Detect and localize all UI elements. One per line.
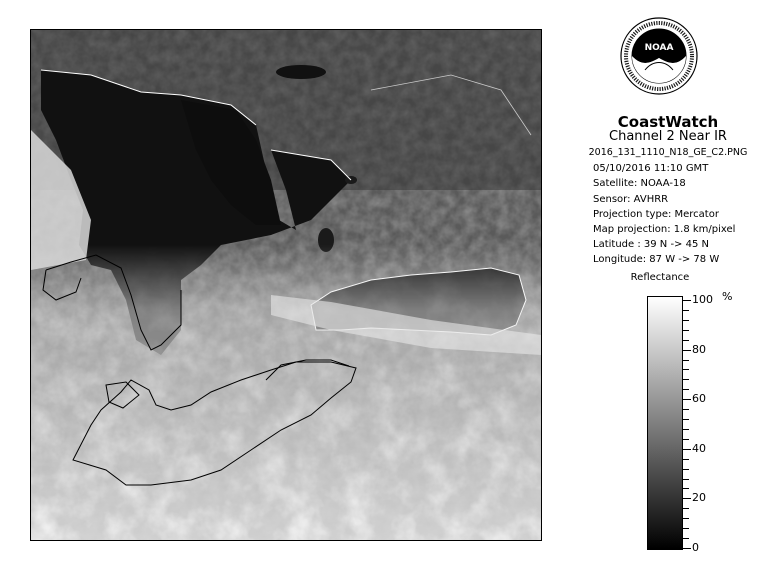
- colorbar-tick: [683, 350, 691, 351]
- colorbar-tick: [683, 419, 689, 420]
- colorbar-tick: [683, 360, 689, 361]
- colorbar-label: 0: [692, 541, 699, 554]
- colorbar-tick: [683, 498, 691, 499]
- colorbar-label: 20: [692, 491, 706, 505]
- colorbar-tick: [683, 330, 689, 331]
- colorbar-tick: [683, 508, 689, 509]
- colorbar-tick: [683, 320, 689, 321]
- colorbar-tick: [683, 469, 689, 470]
- colorbar-title: Reflectance: [630, 272, 690, 283]
- colorbar-tick: [683, 399, 691, 400]
- meta-latitude: Latitude : 39 N -> 45 N: [593, 239, 709, 250]
- colorbar-tick: [683, 429, 689, 430]
- product-title: CoastWatch: [617, 113, 719, 131]
- colorbar-unit: %: [722, 290, 733, 303]
- colorbar-tick: [683, 479, 689, 480]
- colorbar-label: 80: [692, 342, 706, 356]
- colorbar-tick: [683, 538, 689, 539]
- product-filename: 2016_131_1110_N18_GE_C2.PNG: [588, 147, 748, 158]
- colorbar-tick: [683, 488, 689, 489]
- colorbar-tick: [683, 389, 689, 390]
- colorbar-tick: [683, 548, 691, 549]
- meta-date: 05/10/2016 11:10 GMT: [593, 163, 709, 174]
- colorbar-tick: [683, 439, 689, 440]
- satellite-image: [31, 30, 541, 540]
- product-subtitle: Channel 2 Near IR: [609, 129, 727, 144]
- colorbar: [647, 296, 683, 550]
- colorbar-label: 60: [692, 392, 706, 406]
- colorbar-tick: [683, 459, 689, 460]
- meta-satellite: Satellite: NOAA-18: [593, 178, 686, 189]
- meta-sensor: Sensor: AVHRR: [593, 194, 669, 205]
- colorbar-tick: [683, 518, 689, 519]
- meta-resolution: Map projection: 1.8 km/pixel: [593, 224, 736, 235]
- colorbar-label: 100: [692, 293, 713, 306]
- meta-longitude: Longitude: 87 W -> 78 W: [593, 254, 720, 265]
- colorbar-tick: [683, 449, 691, 450]
- meta-projection: Projection type: Mercator: [593, 209, 719, 220]
- colorbar-tick: [683, 300, 691, 301]
- noaa-logo: [619, 14, 699, 104]
- colorbar-tick: [683, 369, 689, 370]
- colorbar-label: 40: [692, 441, 706, 455]
- colorbar-tick: [683, 340, 689, 341]
- satellite-map[interactable]: [30, 29, 542, 541]
- colorbar-tick: [683, 528, 689, 529]
- colorbar-tick: [683, 310, 689, 311]
- colorbar-tick: [683, 409, 689, 410]
- noaa-logo-text: NOAA: [644, 43, 674, 53]
- colorbar-tick: [683, 379, 689, 380]
